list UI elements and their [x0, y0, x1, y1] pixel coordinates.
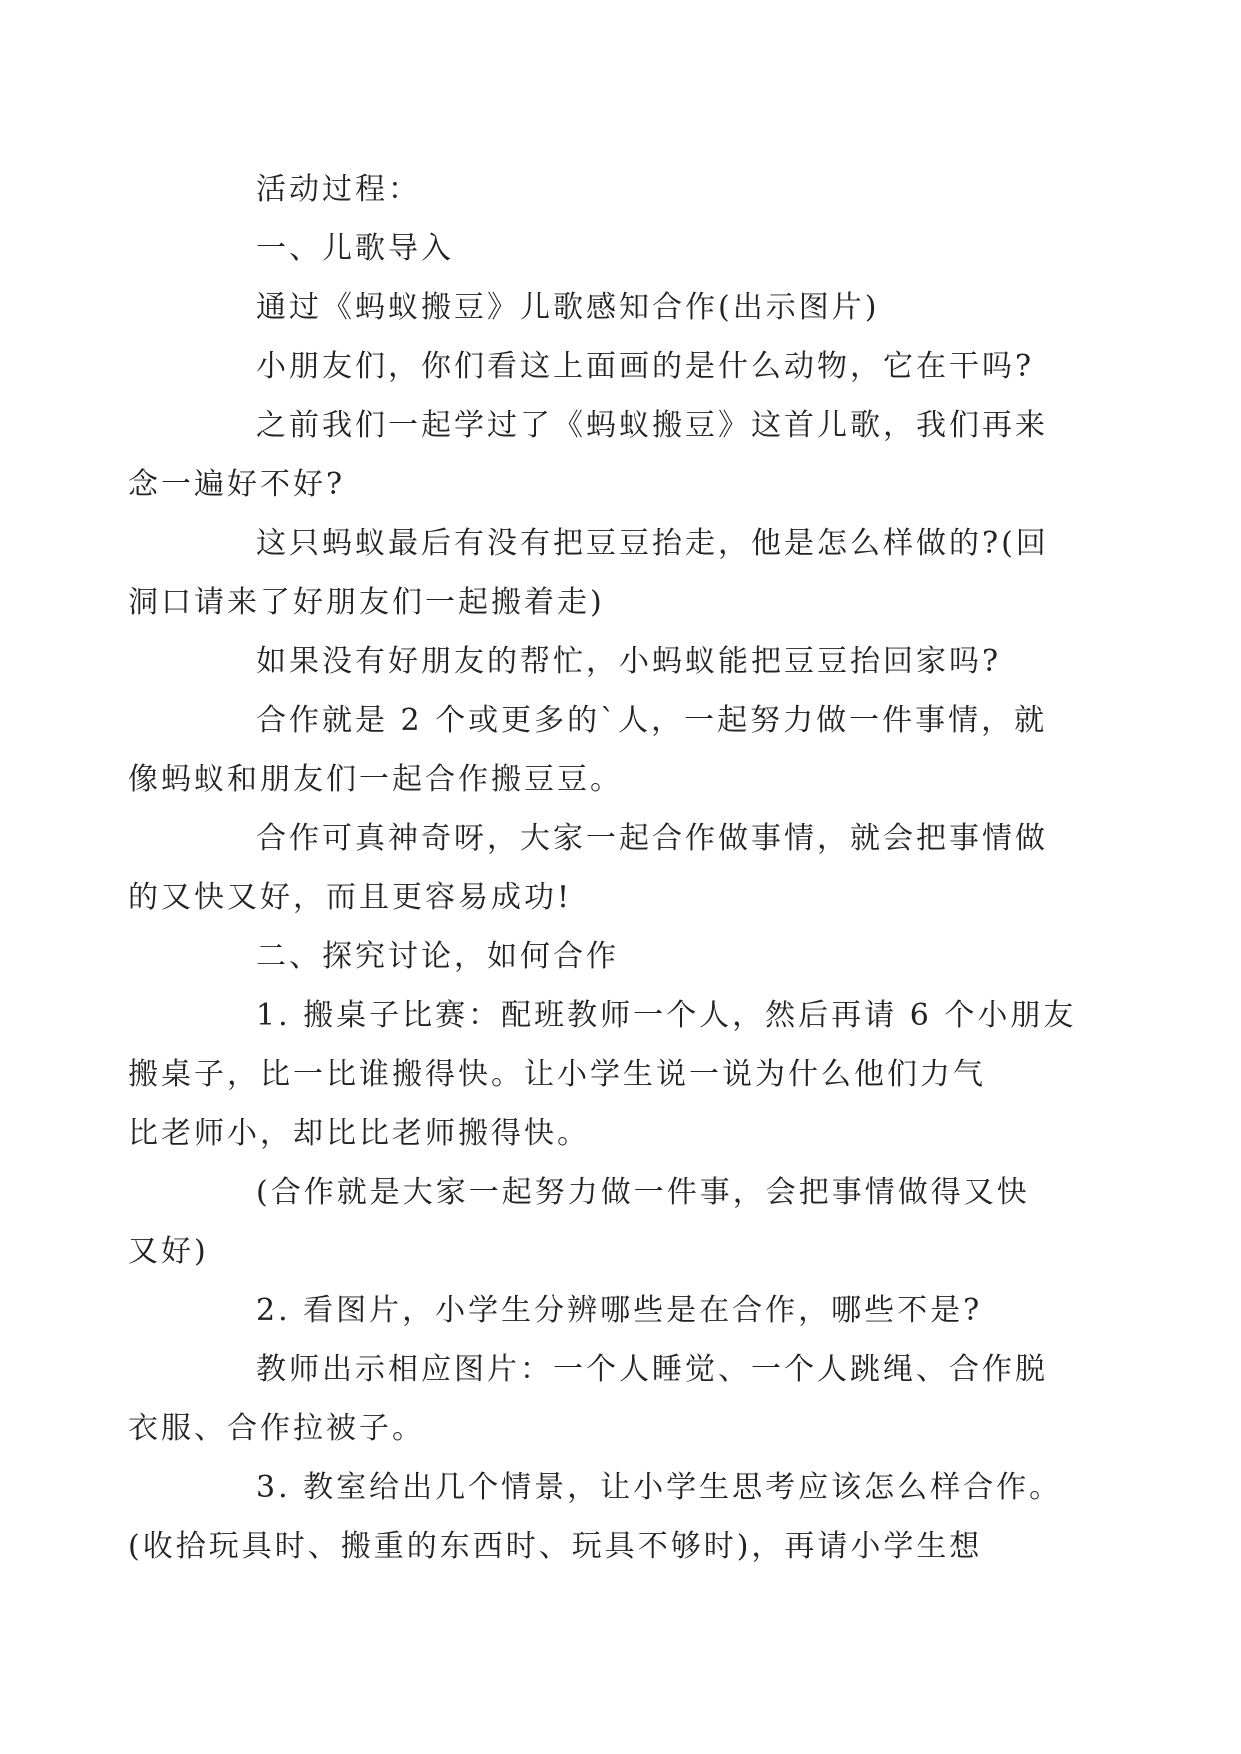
text-line: 衣服、合作拉被子。	[128, 1411, 425, 1446]
document-body	[128, 160, 1077, 1576]
paragraph-14	[128, 1340, 1052, 1458]
text-line: 1. 搬桌子比赛：配班教师一个人，然后再请 6 个小朋友	[256, 998, 1077, 1033]
text-line: 3. 教室给出几个情景，让小学生思考应该怎么样合作。	[256, 1470, 1063, 1505]
text-line: 比老师小，却比比老师搬得快。	[128, 1116, 590, 1151]
text-line: 通过《蚂蚁搬豆》儿歌感知合作(出示图片)	[256, 290, 880, 325]
text-line: 合作可真神奇呀，大家一起合作做事情，就会把事情做	[256, 821, 1048, 856]
paragraph-3	[192, 278, 1052, 337]
paragraph-9	[128, 809, 1052, 927]
paragraph-8	[128, 691, 1052, 809]
text-line: 教师出示相应图片：一个人睡觉、一个人跳绳、合作脱	[256, 1352, 1048, 1387]
paragraph-12	[128, 1163, 1052, 1281]
text-line: 2. 看图片，小学生分辨哪些是在合作，哪些不是?	[256, 1293, 983, 1328]
text-line: 小朋友们，你们看这上面画的是什么动物，它在干吗?	[256, 349, 1035, 384]
paragraph-6	[128, 514, 1052, 632]
text-line: 洞口请来了好朋友们一起搬着走)	[128, 585, 605, 620]
text-line: 合作就是 2 个或更多的`人，一起努力做一件事情，就	[256, 703, 1048, 738]
text-line: 念一遍好不好?	[128, 467, 346, 502]
paragraph-2	[192, 219, 1052, 278]
text-line: 又好)	[128, 1234, 209, 1269]
text-line: 一、儿歌导入	[256, 231, 454, 266]
text-line: 二、探究讨论，如何合作	[256, 939, 619, 974]
paragraph-13	[192, 1281, 1052, 1340]
paragraph-1	[192, 160, 1052, 219]
text-line: 之前我们一起学过了《蚂蚁搬豆》这首儿歌，我们再来	[256, 408, 1048, 443]
text-line: (收拾玩具时、搬重的东西时、玩具不够时)，再请小学生想	[128, 1529, 983, 1564]
text-line: 搬桌子，比一比谁搬得快。让小学生说一说为什么他们力气	[128, 1057, 986, 1092]
text-line: 活动过程：	[256, 172, 421, 207]
paragraph-10	[192, 927, 1052, 986]
text-line: (合作就是大家一起努力做一件事，会把事情做得又快	[256, 1175, 1030, 1210]
text-line: 像蚂蚁和朋友们一起合作搬豆豆。	[128, 762, 623, 797]
paragraph-4	[192, 337, 1052, 396]
text-line: 的又快又好，而且更容易成功!	[128, 880, 573, 915]
text-line: 这只蚂蚁最后有没有把豆豆抬走，他是怎么样做的?(回	[256, 526, 1049, 561]
paragraph-5	[128, 396, 1052, 514]
paragraph-7	[192, 632, 1052, 691]
paragraph-15	[128, 1458, 1063, 1576]
text-line: 如果没有好朋友的帮忙，小蚂蚁能把豆豆抬回家吗?	[256, 644, 1002, 679]
paragraph-11	[128, 986, 1077, 1163]
